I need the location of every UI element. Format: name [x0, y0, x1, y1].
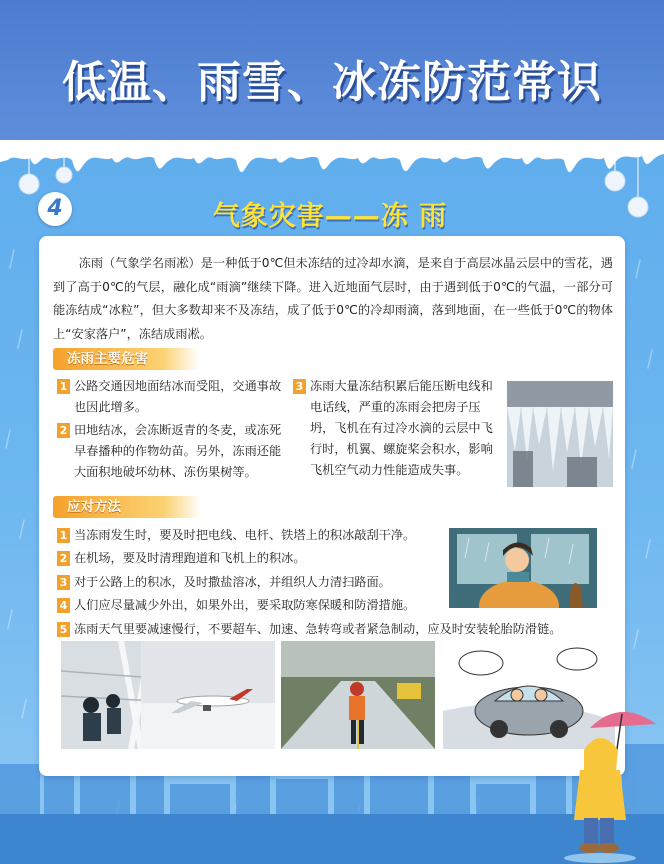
- hazard-text-1: 公路交通因地面结冰而受阻，交通事故也因此增多。: [74, 379, 282, 414]
- measure-number-4: 4: [57, 598, 70, 613]
- road-salt-photo: [281, 641, 435, 749]
- measure-number-5: 5: [57, 622, 70, 637]
- hazards-list-right: [293, 376, 499, 483]
- content-card: [39, 236, 625, 776]
- measure-text-2: 在机场，要及时清理跑道和飞机上的积冰。: [74, 551, 306, 566]
- hazard-text-2: 田地结冰，会冻断返青的冬麦，或冻死早春播种的作物幼苗。另外，冻雨还能大面积地破坏幼林、冻伤果树等。: [74, 423, 282, 479]
- measure-number-1: 1: [57, 528, 70, 543]
- section-subtitle: 气象灾害——冻 雨: [212, 201, 448, 232]
- hazard-number-3: 3: [293, 379, 306, 394]
- hazards-heading: 冻雨主要危害: [53, 348, 199, 370]
- hazard-item-1: [57, 376, 283, 418]
- girl-with-umbrella-illustration: [560, 700, 664, 864]
- measure-text-1: 当冻雨发生时，要及时把电线、电杆、铁塔上的积冰敲刮干净。: [74, 528, 416, 542]
- measure-text-4: 人们应尽量减少外出，如果外出，要采取防寒保暖和防滑措施。: [74, 598, 416, 613]
- snow-icicle-edge: [0, 140, 664, 200]
- hazard-number-2: 2: [57, 423, 70, 438]
- hazard-item-3: [293, 376, 499, 481]
- hazard-number-1: 1: [57, 379, 70, 394]
- measure-number-2: 2: [57, 551, 70, 566]
- page-title: 低温、雨雪、冰冻防范常识: [62, 57, 602, 108]
- ornament-left: [14, 150, 44, 200]
- icicle-photo: [507, 381, 613, 487]
- measure-text-5: 冻雨天气里要减速慢行，不要超车、加速、急转弯或者紧急制动，应及时安装轮胎防滑链。: [74, 621, 562, 636]
- measures-heading: 应对方法: [53, 496, 201, 518]
- intro-paragraph: 冻雨（气象学名雨凇）是一种低于0℃但未冻结的过冷却水滴，是来自于高层冰晶云层中的雪花，遇到了高于0℃的气层，融化成“雨滴”继续下降。进入近地面气层时，由于遇到低于0℃的气温，一部分可能冻结成“冰粒”，但大多数却来不及冻结，成了低于0℃的冷却雨滴，落到地面，在一些低于0℃的物体上“安家落户”，冻结成雨凇。: [53, 256, 613, 341]
- airplane-photo: [141, 641, 275, 749]
- measure-item-5: [57, 619, 617, 640]
- section-number-badge: 4: [38, 192, 72, 226]
- hazard-text-3: 冻雨大量冻结积累后能压断电线和电话线，严重的冻雨会把房子压坍，飞机在有过冷水滴的云层中飞行时，机翼、螺旋桨会积水，影响飞机空气动力性能造成失事。: [310, 379, 493, 477]
- window-illustration: [449, 528, 597, 608]
- measure-text-3: 对于公路上的积冰，及时撒盐溶冰，并组织人力清扫路面。: [74, 574, 391, 589]
- measure-number-3: 3: [57, 575, 70, 590]
- ornament-left-small: [52, 150, 76, 190]
- hazard-item-2: [57, 420, 283, 483]
- ornament-right-low: [624, 150, 652, 222]
- hazards-list-left: [57, 376, 283, 485]
